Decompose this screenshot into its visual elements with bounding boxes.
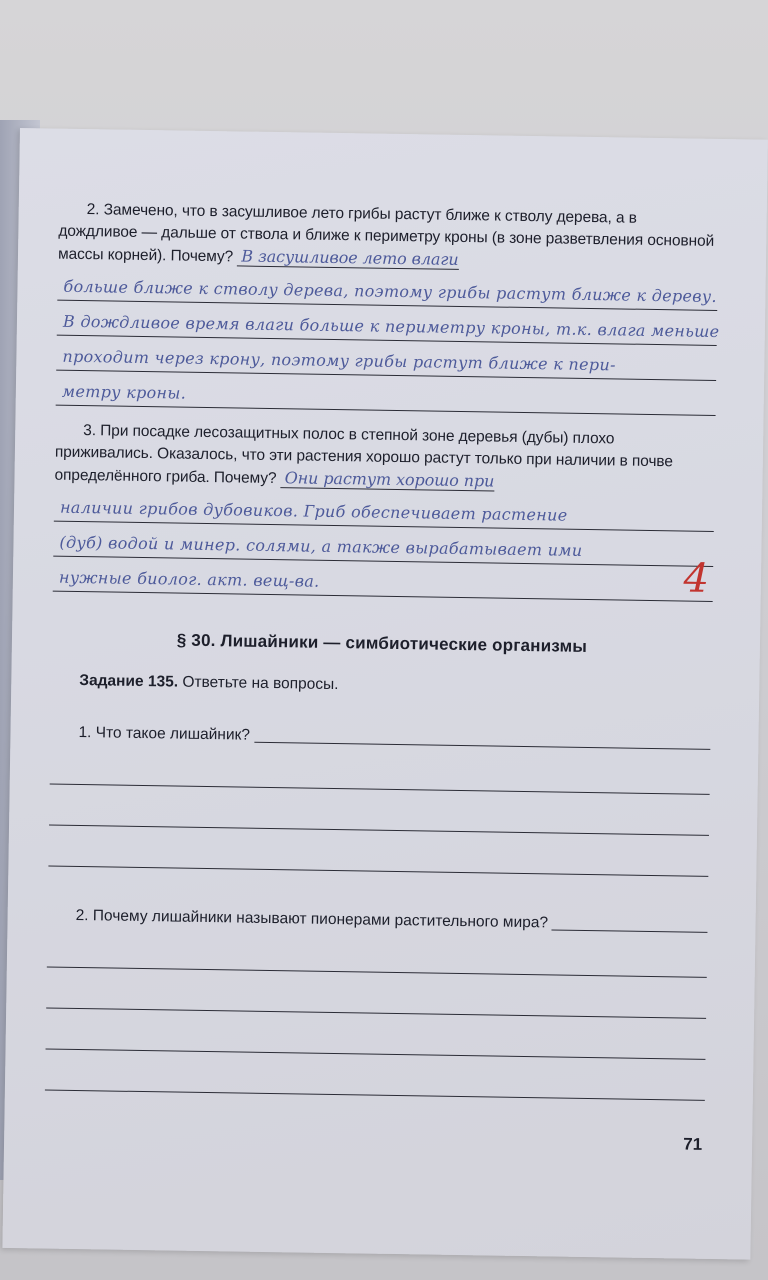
task-2-text: Замечено, что в засушливое лето грибы растут ближе к стволу дерева, а в дождливое — дальше от ствола и ближе к периметру кроны (в зоне разветвления основной массы корней). Почему? [57,201,715,266]
task-3-text: При посадке лесозащитных полос в степной зоне деревья (дубы) плохо приживались. Оказалось, что эти растения хорошо растут только при наличии в почве определённого гриба. Почему? [54,422,674,488]
assignment-label: Задание 135. [79,672,179,691]
task-3-answer-line-3: (дуб) водой и минер. солями, а также вырабатывает ими [59,532,583,560]
task-2-number: 2. [86,201,100,219]
task-2-answer-line-4: проходит через крону, поэтому грибы растут ближе к пери- [62,346,616,375]
task-2 [56,199,719,416]
page-number: 71 [683,1134,703,1154]
task-3-number: 3. [83,422,97,440]
question-2-text: 2. Почему лишайники называют пионерами растительного мира? [75,906,549,932]
question-1-text: 1. Что такое лишайник? [78,723,251,744]
task-3-answer-line-2: наличии грибов дубовиков. Гриб обеспечивает растение [59,497,568,525]
task-2-question [58,199,719,276]
task-2-answer-line-5: метру кроны. [61,381,187,403]
page-content [45,199,719,1101]
workbook-page [2,128,767,1260]
task-3 [53,420,716,602]
task-3-answer-line-1: Они растут хорошо при [281,468,495,491]
task-2-answer-line-1: В засушливое лето влаги [237,246,458,269]
task-3-question [54,420,715,497]
assignment-heading [51,670,711,702]
assignment-text: Ответьте на вопросы. [182,673,339,694]
section-title: § 30. Лишайники — симбиотические организмы [176,630,588,656]
task-3-answer-line-4: нужные биолог. акт. вещ-ва. [58,567,320,591]
answer-blank [552,929,708,932]
grade-mark: 4 [683,555,710,602]
task-2-answer-line-2: больше ближе к стволу дерева, поэтому грибы растут ближе к дереву. [63,276,717,306]
task-2-answer-line-3: В дождливое время влаги больше к периметру кроны, т.к. влага меньше [62,311,720,342]
